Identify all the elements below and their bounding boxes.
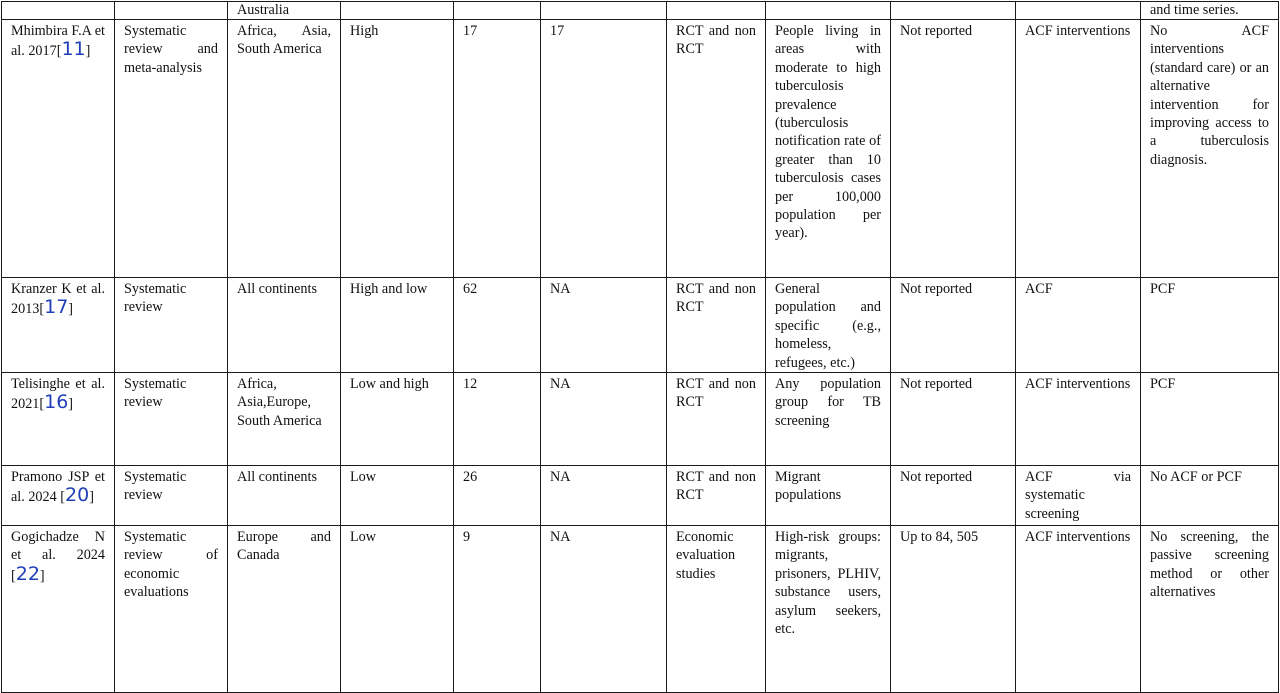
cell-n-included: NA bbox=[541, 278, 667, 373]
cell-author: Pramono JSP et al. 2024 [20] bbox=[2, 466, 115, 526]
reference-link[interactable]: 16 bbox=[44, 391, 69, 414]
cell-design: Systematic review and meta-analysis bbox=[115, 20, 228, 278]
author-text: Mhimbira F.A et al. 2017 bbox=[11, 23, 105, 60]
cell-study-types: RCT and non RCT bbox=[667, 373, 766, 466]
cell-n-studies: 17 bbox=[454, 20, 541, 278]
cell-comparator: PCF bbox=[1141, 373, 1279, 466]
cell-region: All continents bbox=[228, 466, 341, 526]
cell-author: Telisinghe et al. 2021[16] bbox=[2, 373, 115, 466]
cell-n-studies bbox=[454, 2, 541, 20]
cell-n-studies: 9 bbox=[454, 526, 541, 693]
cell-author: Kranzer K et al. 2013[17] bbox=[2, 278, 115, 373]
cell-n-included bbox=[541, 2, 667, 20]
cell-study-types: RCT and non RCT bbox=[667, 466, 766, 526]
cell-intervention: ACF interventions bbox=[1016, 373, 1141, 466]
cell-n-studies: 26 bbox=[454, 466, 541, 526]
cell-n-included: NA bbox=[541, 526, 667, 693]
reference-link[interactable]: 11 bbox=[61, 38, 86, 61]
cell-region: Australia bbox=[228, 2, 341, 20]
cell-n-included: 17 bbox=[541, 20, 667, 278]
cell-study-types: RCT and non RCT bbox=[667, 278, 766, 373]
table-row bbox=[2, 20, 1279, 278]
reference-link[interactable]: 17 bbox=[44, 296, 69, 319]
cell-population: General population and specific (e.g., homeless, refugees, etc.) bbox=[766, 278, 891, 373]
cell-income: Low bbox=[341, 466, 454, 526]
cell-population: Any population group for TB screening bbox=[766, 373, 891, 466]
cell-population: Migrant populations bbox=[766, 466, 891, 526]
cell-n-included: NA bbox=[541, 466, 667, 526]
cell-region: Europe and Canada bbox=[228, 526, 341, 693]
cell-income: High and low bbox=[341, 278, 454, 373]
cell-sample: Not reported bbox=[891, 466, 1016, 526]
review-table bbox=[1, 1, 1279, 693]
author-text: Telisinghe et al. 2021 bbox=[11, 376, 105, 413]
cell-population: People living in areas with moderate to high tuberculosis prevalence (tuberculosis notification rate of greater than 10 tuberculosis cases per 100,000 population per year). bbox=[766, 20, 891, 278]
author-text: Pramono JSP et al. 2024 bbox=[11, 469, 105, 506]
cell-population bbox=[766, 2, 891, 20]
cell-design: Systematic review bbox=[115, 278, 228, 373]
cell-comparator: and time series. bbox=[1141, 2, 1279, 20]
cell-sample: Not reported bbox=[891, 373, 1016, 466]
cell-comparator: No screening, the passive screening method or other alternatives bbox=[1141, 526, 1279, 693]
cell-region: All continents bbox=[228, 278, 341, 373]
cell-income: High bbox=[341, 20, 454, 278]
cell-author: Mhimbira F.A et al. 2017[11] bbox=[2, 20, 115, 278]
cell-intervention: ACF bbox=[1016, 278, 1141, 373]
cell-sample bbox=[891, 2, 1016, 20]
cell-population: High-risk groups: migrants, prisoners, PLHIV, substance users, asylum seekers, etc. bbox=[766, 526, 891, 693]
cell-intervention: ACF interventions bbox=[1016, 20, 1141, 278]
cell-author: Gogichadze N et al. 2024 [22] bbox=[2, 526, 115, 693]
cell-study-types: Economic evaluation studies bbox=[667, 526, 766, 693]
cell-comparator: No ACF interventions (standard care) or an alternative intervention for improving access to a tuberculosis diagnosis. bbox=[1141, 20, 1279, 278]
table-row bbox=[2, 278, 1279, 373]
cell-comparator: PCF bbox=[1141, 278, 1279, 373]
table-row bbox=[2, 2, 1279, 20]
cell-design bbox=[115, 2, 228, 20]
cell-region: Africa, Asia, South America bbox=[228, 20, 341, 278]
cell-income bbox=[341, 2, 454, 20]
cell-design: Systematic review of economic evaluations bbox=[115, 526, 228, 693]
cell-n-included: NA bbox=[541, 373, 667, 466]
table-row bbox=[2, 373, 1279, 466]
author-text: Gogichadze N et al. 2024 bbox=[11, 529, 105, 564]
table-row bbox=[2, 526, 1279, 693]
cell-comparator: No ACF or PCF bbox=[1141, 466, 1279, 526]
cell-design: Systematic review bbox=[115, 466, 228, 526]
cell-income: Low bbox=[341, 526, 454, 693]
reference-link[interactable]: 22 bbox=[15, 562, 40, 585]
cell-n-studies: 12 bbox=[454, 373, 541, 466]
cell-sample: Not reported bbox=[891, 278, 1016, 373]
cell-sample: Up to 84, 505 bbox=[891, 526, 1016, 693]
cell-design: Systematic review bbox=[115, 373, 228, 466]
cell-intervention: ACF via systematic screening bbox=[1016, 466, 1141, 526]
cell-region: Africa, Asia,Europe, South America bbox=[228, 373, 341, 466]
author-text: Kranzer K et al. 2013 bbox=[11, 281, 105, 318]
cell-income: Low and high bbox=[341, 373, 454, 466]
cell-intervention: ACF interventions bbox=[1016, 526, 1141, 693]
cell-study-types bbox=[667, 2, 766, 20]
cell-sample: Not reported bbox=[891, 20, 1016, 278]
cell-study-types: RCT and non RCT bbox=[667, 20, 766, 278]
cell-n-studies: 62 bbox=[454, 278, 541, 373]
cell-intervention bbox=[1016, 2, 1141, 20]
cell-author bbox=[2, 2, 115, 20]
reference-link[interactable]: 20 bbox=[65, 484, 90, 507]
table-row bbox=[2, 466, 1279, 526]
